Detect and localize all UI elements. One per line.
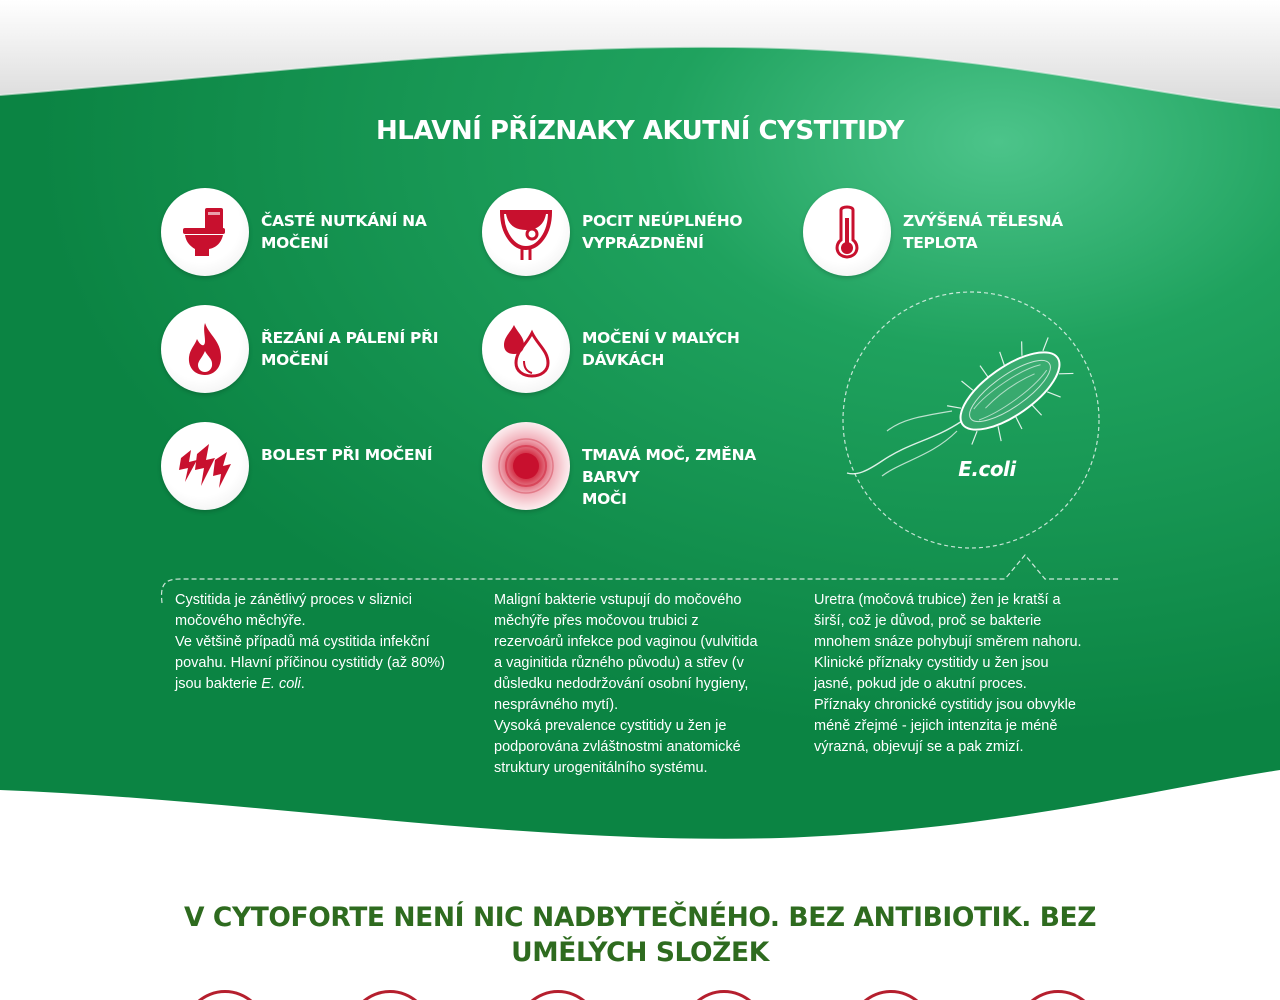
text-line: a vaginitida různého původu) a střev (v <box>494 655 744 671</box>
symptom-pain <box>161 422 491 514</box>
symptom-frequent-urge <box>161 188 491 280</box>
symptom-label: VYPRÁZDNĚNÍ <box>582 234 704 252</box>
description-col-3 <box>814 590 1124 758</box>
target-icon <box>496 436 556 496</box>
ecoli-inline: E. coli <box>261 676 301 692</box>
text-line: struktury urogenitálního systému. <box>494 760 708 776</box>
symptom-label: POCIT NEÚPLNÉHO <box>582 212 743 230</box>
text-line: močového měchýře. <box>175 613 306 629</box>
text-line: Příznaky chronické cystitidy jsou obvykle <box>814 697 1076 713</box>
text-line: rezervoárů infekce pod vaginou (vulvitida <box>494 634 758 650</box>
text-line: měchýře přes močovou trubici z <box>494 613 699 629</box>
symptom-label: MOČENÍ <box>261 234 329 252</box>
text-line: širší, což je důvod, proč se bakterie <box>814 613 1042 629</box>
flame-icon <box>175 319 235 379</box>
text-line: nesprávného mytí). <box>494 697 619 713</box>
text-line: podporována zvláštnostmi anatomické <box>494 739 741 755</box>
bacterium-icon <box>842 291 1100 549</box>
ingredient-icon <box>348 990 432 1000</box>
text-line: Klinické příznaky cystitidy u žen jsou <box>814 655 1049 671</box>
symptom-label: MOČENÍ <box>261 351 329 369</box>
description-col-1 <box>175 590 475 695</box>
ingredient-icon <box>516 990 600 1000</box>
bottom-title: V CYTOFORTE NENÍ NIC NADBYTEČNÉHO. BEZ ANTIBIOTIK. BEZ UMĚLÝCH SLOŽEK <box>183 902 1097 968</box>
ecoli-label: E.coli <box>958 457 1016 481</box>
symptom-label: ZVÝŠENÁ TĚLESNÁ <box>903 212 1063 230</box>
text-line: důsledku nedodržování osobní hygieny, <box>494 676 749 692</box>
ecoli-illustration <box>842 291 1100 549</box>
drops-icon <box>496 319 556 379</box>
ingredient-icon <box>1016 990 1100 1000</box>
symptom-fever <box>803 188 1133 280</box>
text-line: povahu. Hlavní příčinou cystitidy (až 80%) <box>175 655 445 671</box>
text-line: Cystitida je zánětlivý proces v sliznici <box>175 592 412 608</box>
symptom-label: TMAVÁ MOČ, ZMĚNA BARVY <box>582 446 756 486</box>
section-title: HLAVNÍ PŘÍZNAKY AKUTNÍ CYSTITIDY <box>376 116 904 146</box>
text-line: Ve většině případů má cystitida infekční <box>175 634 430 650</box>
symptom-label: BOLEST PŘI MOČENÍ <box>261 446 433 464</box>
symptom-burning <box>161 305 491 397</box>
text-line: jasné, pokud jde o akutní proces. <box>814 676 1027 692</box>
symptom-label: DÁVKÁCH <box>582 351 665 369</box>
lightning-icon <box>175 436 235 496</box>
bladder-icon <box>496 202 556 262</box>
ingredient-icon <box>849 990 933 1000</box>
ingredient-icon <box>183 990 267 1000</box>
text-line: Maligní bakterie vstupují do močového <box>494 592 742 608</box>
bottom-icon-row <box>0 990 1280 1000</box>
symptom-label: MOČI <box>582 490 627 508</box>
symptom-label: ČASTÉ NUTKÁNÍ NA <box>261 212 427 230</box>
symptom-label: ŘEZÁNÍ A PÁLENÍ PŘI <box>261 329 439 347</box>
description-col-2 <box>494 590 794 779</box>
symptom-label: TEPLOTA <box>903 234 978 252</box>
toilet-icon <box>175 202 235 262</box>
symptom-label: MOČENÍ V MALÝCH <box>582 329 740 347</box>
text-line: Vysoká prevalence cystitidy u žen je <box>494 718 727 734</box>
text-line: Uretra (močová trubice) žen je kratší a <box>814 592 1061 608</box>
text-line: méně zřejmé - jejich intenzita je méně <box>814 718 1058 734</box>
symptom-small-doses <box>482 305 812 397</box>
thermometer-icon <box>817 202 877 262</box>
ingredient-icon <box>682 990 766 1000</box>
symptom-incomplete-emptying <box>482 188 812 280</box>
text-line: mnohem snáze pohybují směrem nahoru. <box>814 634 1082 650</box>
text-line: výrazná, objevují se a pak zmizí. <box>814 739 1024 755</box>
text-line: jsou bakterie E. coli. <box>175 676 305 692</box>
symptom-dark-urine <box>482 422 812 514</box>
